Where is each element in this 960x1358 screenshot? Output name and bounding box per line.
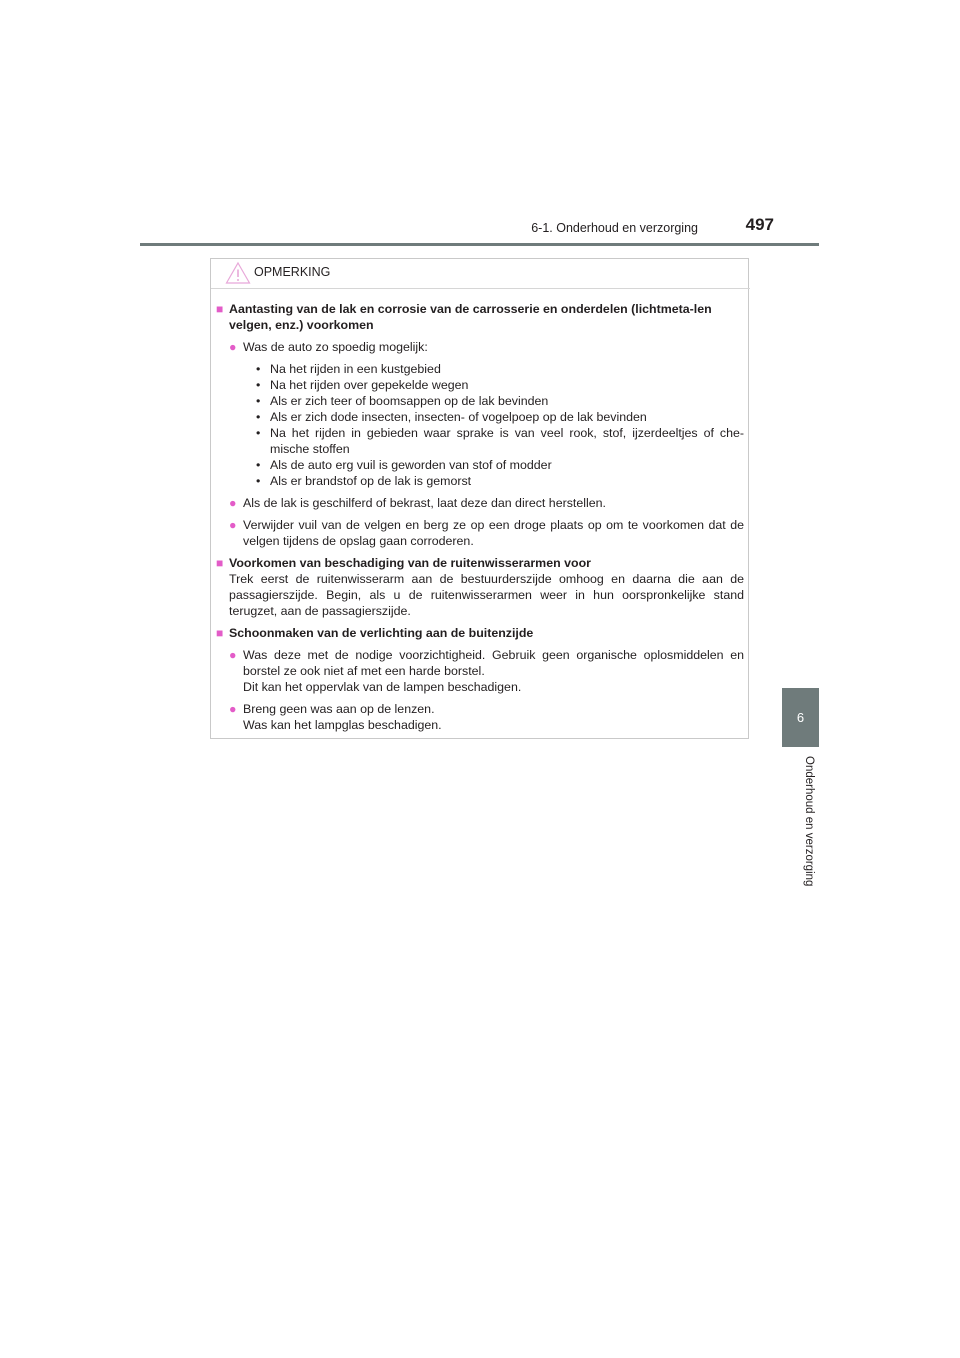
bullet-text: Was deze met de nodige voorzichtigheid. Gebruik geen organische oplosmiddelen en borstel ze ook niet af met een harde borstel. bbox=[243, 648, 744, 678]
sub-bullet-icon: • bbox=[256, 458, 261, 472]
round-bullet-icon: ● bbox=[229, 518, 237, 532]
notice-label: OPMERKING bbox=[254, 265, 331, 279]
square-marker-icon: ■ bbox=[216, 556, 224, 570]
sub-list bbox=[243, 361, 744, 489]
list-item: • Als er zich dode insecten, insecten- of vogelpoep op de lak bevinden bbox=[256, 410, 647, 424]
header-rule bbox=[140, 243, 819, 246]
round-bullet-icon: ● bbox=[229, 496, 237, 510]
bullet-text: Was de auto zo spoedig mogelijk: bbox=[243, 340, 428, 354]
notice-header bbox=[211, 259, 750, 289]
chapter-side-title: Onderhoud en verzorging bbox=[803, 756, 815, 887]
chapter-number: 6 bbox=[796, 710, 805, 725]
list-item: • Na het rijden in gebieden waar sprake is van veel rook, stof, ijzerdeeltjes of che-mische stoffen bbox=[256, 426, 744, 456]
sub-bullet-icon: • bbox=[256, 426, 261, 440]
sub-bullet-icon: • bbox=[256, 362, 261, 376]
round-bullet-icon: ● bbox=[229, 340, 237, 354]
sub-bullet-icon: • bbox=[256, 378, 261, 392]
bullet-extra-text: Was kan het lampglas beschadigen. bbox=[243, 718, 442, 732]
bullet-item bbox=[229, 495, 744, 511]
section-title: Aantasting van de lak en corrosie van de carrosserie en onderdelen (lichtmeta-len velgen, enz.) voorkomen bbox=[229, 302, 712, 332]
notice-body bbox=[216, 301, 744, 733]
sub-bullet-icon: • bbox=[256, 394, 261, 408]
warning-triangle-icon bbox=[225, 261, 251, 285]
chapter-tab bbox=[782, 688, 819, 747]
sub-bullet-icon: • bbox=[256, 474, 261, 488]
notice-box bbox=[210, 258, 749, 739]
list-item: • Na het rijden over gepekelde wegen bbox=[256, 378, 469, 392]
section-title: Voorkomen van beschadiging van de ruitenwisserarmen voor bbox=[229, 556, 591, 570]
notice-section bbox=[216, 625, 744, 733]
bullet-item bbox=[229, 339, 744, 489]
square-marker-icon: ■ bbox=[216, 626, 224, 640]
bullet-item bbox=[229, 517, 744, 549]
page-number: 497 bbox=[745, 215, 774, 234]
round-bullet-icon: ● bbox=[229, 648, 237, 662]
round-bullet-icon: ● bbox=[229, 702, 237, 716]
bullet-item bbox=[229, 647, 744, 695]
bullet-extra-text: Dit kan het oppervlak van de lampen beschadigen. bbox=[243, 680, 522, 694]
bullet-text: Verwijder vuil van de velgen en berg ze op een droge plaats op om te voorkomen dat de velgen tijdens de opslag gaan corroderen. bbox=[243, 518, 744, 548]
square-marker-icon: ■ bbox=[216, 302, 224, 316]
notice-section bbox=[216, 301, 744, 549]
running-header-section: 6-1. Onderhoud en verzorging bbox=[531, 221, 698, 235]
bullet-text: Breng geen was aan op de lenzen. bbox=[243, 702, 435, 716]
list-item: • Als er brandstof op de lak is gemorst bbox=[256, 474, 472, 488]
sub-bullet-icon: • bbox=[256, 410, 261, 424]
bullet-item bbox=[229, 701, 744, 733]
list-item: • Als de auto erg vuil is geworden van stof of modder bbox=[256, 458, 552, 472]
bullet-text: Als de lak is geschilferd of bekrast, laat deze dan direct herstellen. bbox=[243, 496, 606, 510]
section-text: Trek eerst de ruitenwisserarm aan de bestuurderszijde omhoog en daarna die aan de passagierszijde. Begin, als u de ruitenwisserarmen weer in hun oorspronkelijke stand terugzet, aan de passagierszijde. bbox=[229, 572, 744, 618]
list-item: • Als er zich teer of boomsappen op de lak bevinden bbox=[256, 394, 549, 408]
list-item: • Na het rijden in een kustgebied bbox=[256, 362, 441, 376]
notice-section bbox=[216, 555, 744, 619]
section-title: Schoonmaken van de verlichting aan de buitenzijde bbox=[229, 626, 534, 640]
